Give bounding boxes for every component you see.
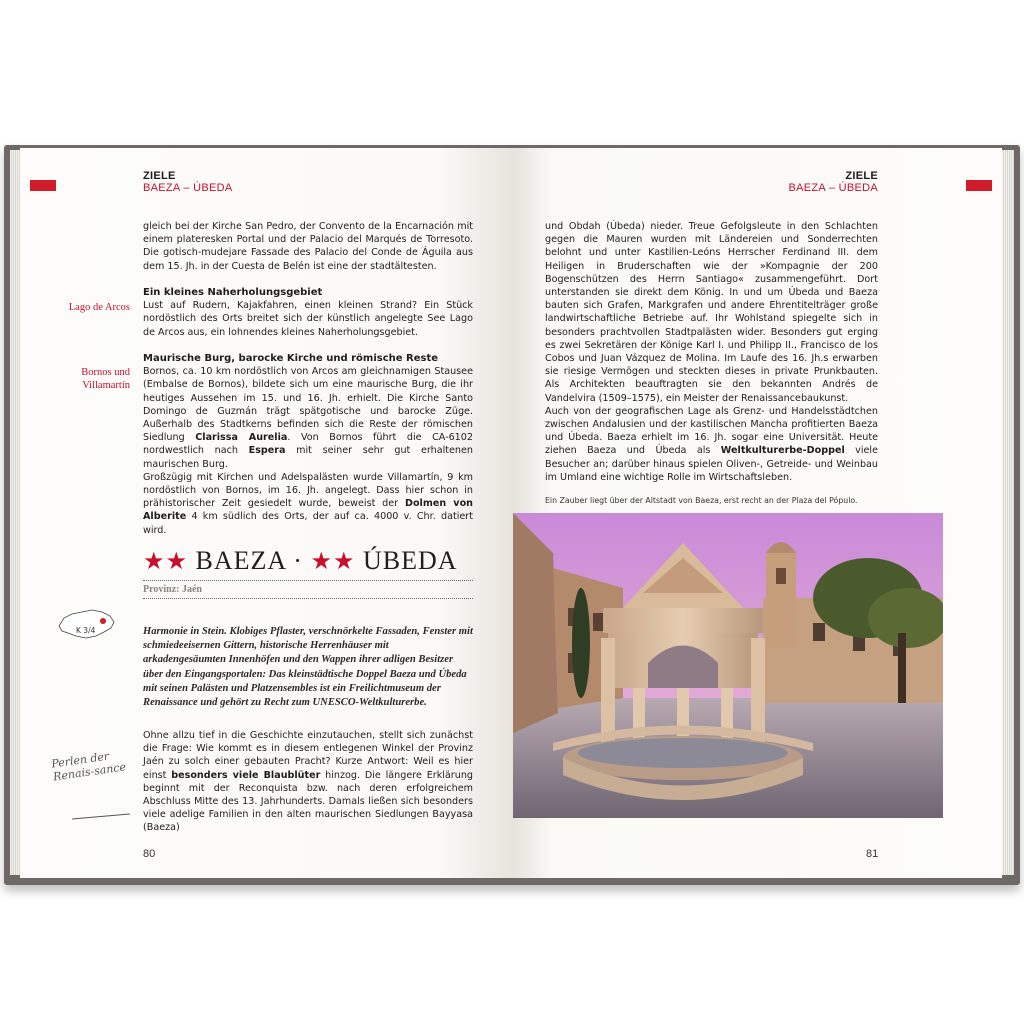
plaza-del-populo-photo [513,513,943,818]
map-reference: K 3/4 [76,626,96,635]
villamartin-text: Großzügig mit Kirchen und Adelspalästen wurde Villamartín, 9 km nordöstlich von Bornos, im 16. Jh. angelegt. Dass hier schon in prähistorischer Zeit gesiedelt wurde, beweist der Dolmen von Alberite 4 km südlich des Orts, der auf ca. 4000 v. Chr. datiert wird. [143,471,473,536]
left-header [143,170,233,194]
star-rating-icon: ★★ [143,549,189,575]
left-red-tab [30,180,56,191]
margin-note-bornos: Bornos und Villamartín [81,367,130,391]
lago-text: Lust auf Rudern, Kajakfahren, einen kleinen Strand? Ein Stück nordöstlich des Orts breitet sich der künstlich angelegte See Lago de Arcos aus, ein lohnendes kleines Naherholungsgebiet. [143,300,473,338]
chapter-title: ★★ BAEZA · ★★ ÚBEDA [143,546,458,575]
left-para-top: gleich bei der Kirche San Pedro, der Convento de la Encarnación mit einem plateresken Portal und der Palacio del Marqués de Torresoto. Die gotisch-mudejare Fassade des Palacio del Conde de Águila aus dem 15. Jh. in der Cuesta de Belén ist eine der stadtältesten. [143,221,473,272]
right-section-label: ZIELE [845,170,878,182]
page-number-right: 81 [866,848,879,860]
bornos-section [143,352,473,537]
left-section-label: ZIELE [143,170,176,182]
margin-note-lago: Lago de Arcos [68,302,130,313]
lago-heading: Ein kleines Naherholungsgebiet [143,287,323,298]
left-subsection-label: BAEZA – ÚBEDA [143,182,233,194]
photo-caption: Ein Zauber liegt über der Altstadt von Baeza, erst recht an der Plaza del Pópulo. [545,496,858,505]
title-rule [143,580,473,581]
andalusia-map-icon [56,606,118,642]
lago-section [143,286,473,339]
right-subsection-label: BAEZA – ÚBEDA [788,182,878,194]
right-header [760,170,878,194]
star-rating-icon: ★★ [310,549,356,575]
main-text-right: und Obdah (Úbeda) nieder. Treue Gefolgsleute in den Schlachten gegen die Mauren wurden mit Ländereien und Sonderrechten belohnt und unter Kastilien-Leóns Herrscher Ferdinand III. dem Heiligen in Bruderschaften wie der »Kompagnie der 200 Bogenschützen des Herrn Santiago« zusammengeführt. Dort unterstanden sie direkt dem König. In und um Úbeda und Baeza bauten sich Grafen, Markgrafen und andere Ehrentitelträger große landwirtschaftliche Betriebe auf. Ihr Wohlstand spiegelte sich in besonders prachtvollen Stadtpalästen wider. Besonders gut erging es zwei Sekretären der Könige Karl I. und Philipp II., Francisco de los Cobos und Juan Vázquez de Molina. Im Laufe des 16. Jh.s erwarben sie riesige Vermögen und steckten dieses in private Prunkbauten. Als Architekten beauftragten sie den bekannten Andrés de Vandelvira (1509–1575), ein Meister der Renaissancebaukunst. Auch von der geografischen Lage als Grenz- und Handelsstädtchen zwischen Andalusien und der kastilischen Mancha profitierten Baeza und Úbeda. Baeza erhielt im 16. Jh. sogar eine Universität. Heute ziehen Baeza und Úbeda als Weltkulturerbe-Doppel viele Besucher an; darüber hinaus spielen Oliven-, Getreide- und Weinbau im Umland eine wichtige Rolle im Wirtschaftsleben. [545,221,878,483]
right-red-tab [966,180,992,191]
bornos-heading: Maurische Burg, barocke Kirche und römische Reste [143,353,439,364]
chapter-title-block [143,546,473,599]
provinz-label: Provinz: Jaén [143,584,202,595]
provinz-rule [143,598,473,599]
page-edges-right [1002,150,1014,875]
handwritten-note: Perlen der Renais-sance [50,749,127,784]
main-text-left: Ohne allzu tief in die Geschichte einzutauchen, stellt sich zunächst die Frage: Wie kommt es in diesem entlegenen Winkel der Provinz Jaén zu solch einer gebauten Pracht? Kurze Antwort: Weil es hier einst besonders viele Blaublüter hinzog. Die längere Erklärung beginnt mit der Reconquista bzw. nach deren erfolgreichem Abschluss Mitte des 13. Jahrhunderts. Damals ließen sich besonders viele adelige Familien in den alten maurischen Siedlungen Bayyasa (Baeza) [143,730,473,834]
intro-text: Harmonie in Stein. Klobiges Pflaster, verschnörkelte Fassaden, Fenster mit schmiedeeisernen Gittern, historische Herrenhäuser mit arkadengesäumten Innenhöfen und den Wappen ihrer adligen Besitzer über den Eingangsportalen: Das kleinstädtische Doppel Baeza und Úbeda mit seinen Palästen und Platzensembles ist ein Freilichtmuseum der Renaissance und gehört zu Recht zum UNESCO-Weltkulturerbe. [143,626,473,709]
bornos-text: Bornos, ca. 10 km nordöstlich von Arcos am gleichnamigen Stausee (Embalse de Bornos), bildete sich um eine maurische Burg, die ihr heutiges Aussehen im 15. und 16. Jh. erhielt. Die Kirche Santo Domingo de Guzmán trägt spätgotische und barocke Züge. Außerhalb des Stadtkerns befinden sich die Reste der römischen Siedlung Clarissa Aurelia. Von Bornos führt die CA-6102 nordwestlich nach Espera mit seiner sehr gut erhaltenen maurischen Burg. [143,366,473,470]
page-number-left: 80 [143,848,156,860]
